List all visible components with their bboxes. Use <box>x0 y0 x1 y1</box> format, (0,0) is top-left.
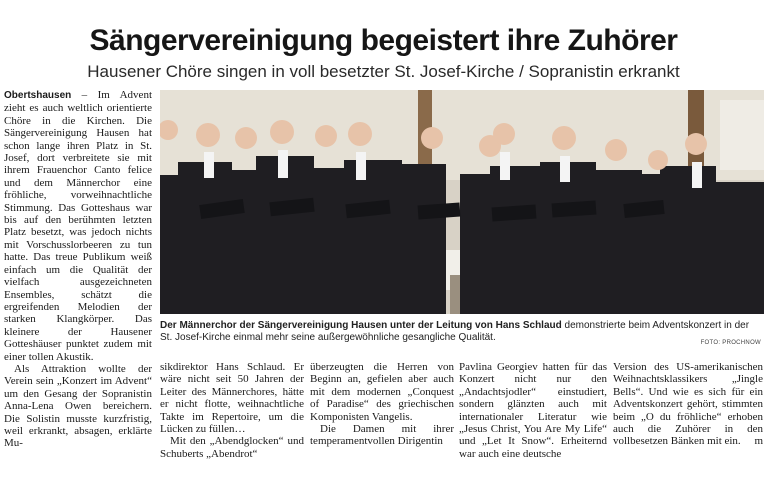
paragraph <box>4 89 152 363</box>
paragraph: sikdirektor Hans Schlaud. Er wäre nicht seit 50 Jahren der Leiter des Männerchores, hätte er nicht flotte, weihnachtliche Takte im Repertoire, um die Lücken zu füllen… <box>160 361 304 436</box>
paragraph: Mit den „Abendglocken“ und Schuberts „Abendrot“ <box>160 435 304 460</box>
paragraph-text: Version des US-amerikanischen Weihnachtsklassikers „Jingle Bells“. Und wie es sich für ein Adventskonzert gehört, stimmten beim „O du fröhliche“ erhoben auch die Zuhörer in den vollbesetzen Bänken mit ein. <box>613 361 763 448</box>
paragraph: Pavlina Georgiev hatten für das Konzert nicht nur den „Andachtsjodler“ einstudiert, sondern glänzten auch mit internationaler Literatur wie „Jesus Christ, You Are My Life“ und „Let It Snow“. Erheiternd war auch eine deutsche <box>459 361 607 460</box>
article-column-4 <box>459 361 607 460</box>
subheadline: Hausener Chöre singen in voll besetzter St. Josef-Kirche / Sopranistin erkrankt <box>87 62 680 81</box>
choir-photo-image <box>160 90 764 314</box>
photo-credit: FOTO: PROCHNOW <box>700 340 761 346</box>
article-column-2 <box>160 361 304 460</box>
choir-photo <box>160 90 764 314</box>
paragraph-text: – Im Advent zieht es auch weltlich orientierte Chöre in die Kirchen. Die Sängervereinigung Hausen hat schon lange ihren Platz in St. Josef, dort verbreitete sie mit ihrem Frauenchor Canto felice und dem Männerchor eine fröhliche, vorweihnachtliche Stimmung. Das Gotteshaus war bis auf den berühmten letzten Platz besetzt, was jedoch nichts mit Vorschusslorbeeren zu tun hatte. Das treue Publikum weiß einfach um die Qualität der vielfach ausgezeichneten Ensembles, schätzt die ergreifenden Melodien der starken Klangkörper. Das kleinere der Hausener Gotteshäuser punktet zudem mit einer tollen Akustik. <box>4 89 152 363</box>
article-column-1 <box>4 89 152 450</box>
article-column-5 <box>613 361 763 448</box>
author-mark: m <box>754 435 763 448</box>
headline: Sängervereinigung begeistert ihre Zuhörer <box>89 24 678 57</box>
caption-lead: Der Männerchor der Sängervereinigung Hausen unter der Leitung von Hans Schlaud <box>160 320 562 331</box>
dateline: Obertshausen <box>4 90 72 101</box>
paragraph: Als Attraktion wollte der Verein sein „Konzert im Advent“ um den Gesang der Sopranistin Anna-Lena Owen bereichern. Die Solistin musste kurzfristig, weil erkrankt, absagen, erklärte Mu- <box>4 362 152 450</box>
paragraph: überzeugten die Herren von Beginn an, gefielen aber auch mit dem modernen „Conquest of Paradise“ des griechischen Komponisten Vangelis. <box>310 361 454 423</box>
photo-caption <box>160 320 764 344</box>
caption-text: demonstrierte beim Adventskonzert in der St. Josef-Kirche einmal mehr seine außergewöhnliche gesangliche Qualität. <box>160 320 750 343</box>
paragraph: Die Damen mit ihrer temperamentvollen Dirigentin <box>310 423 454 448</box>
paragraph <box>613 361 763 448</box>
article-column-3 <box>310 361 454 448</box>
